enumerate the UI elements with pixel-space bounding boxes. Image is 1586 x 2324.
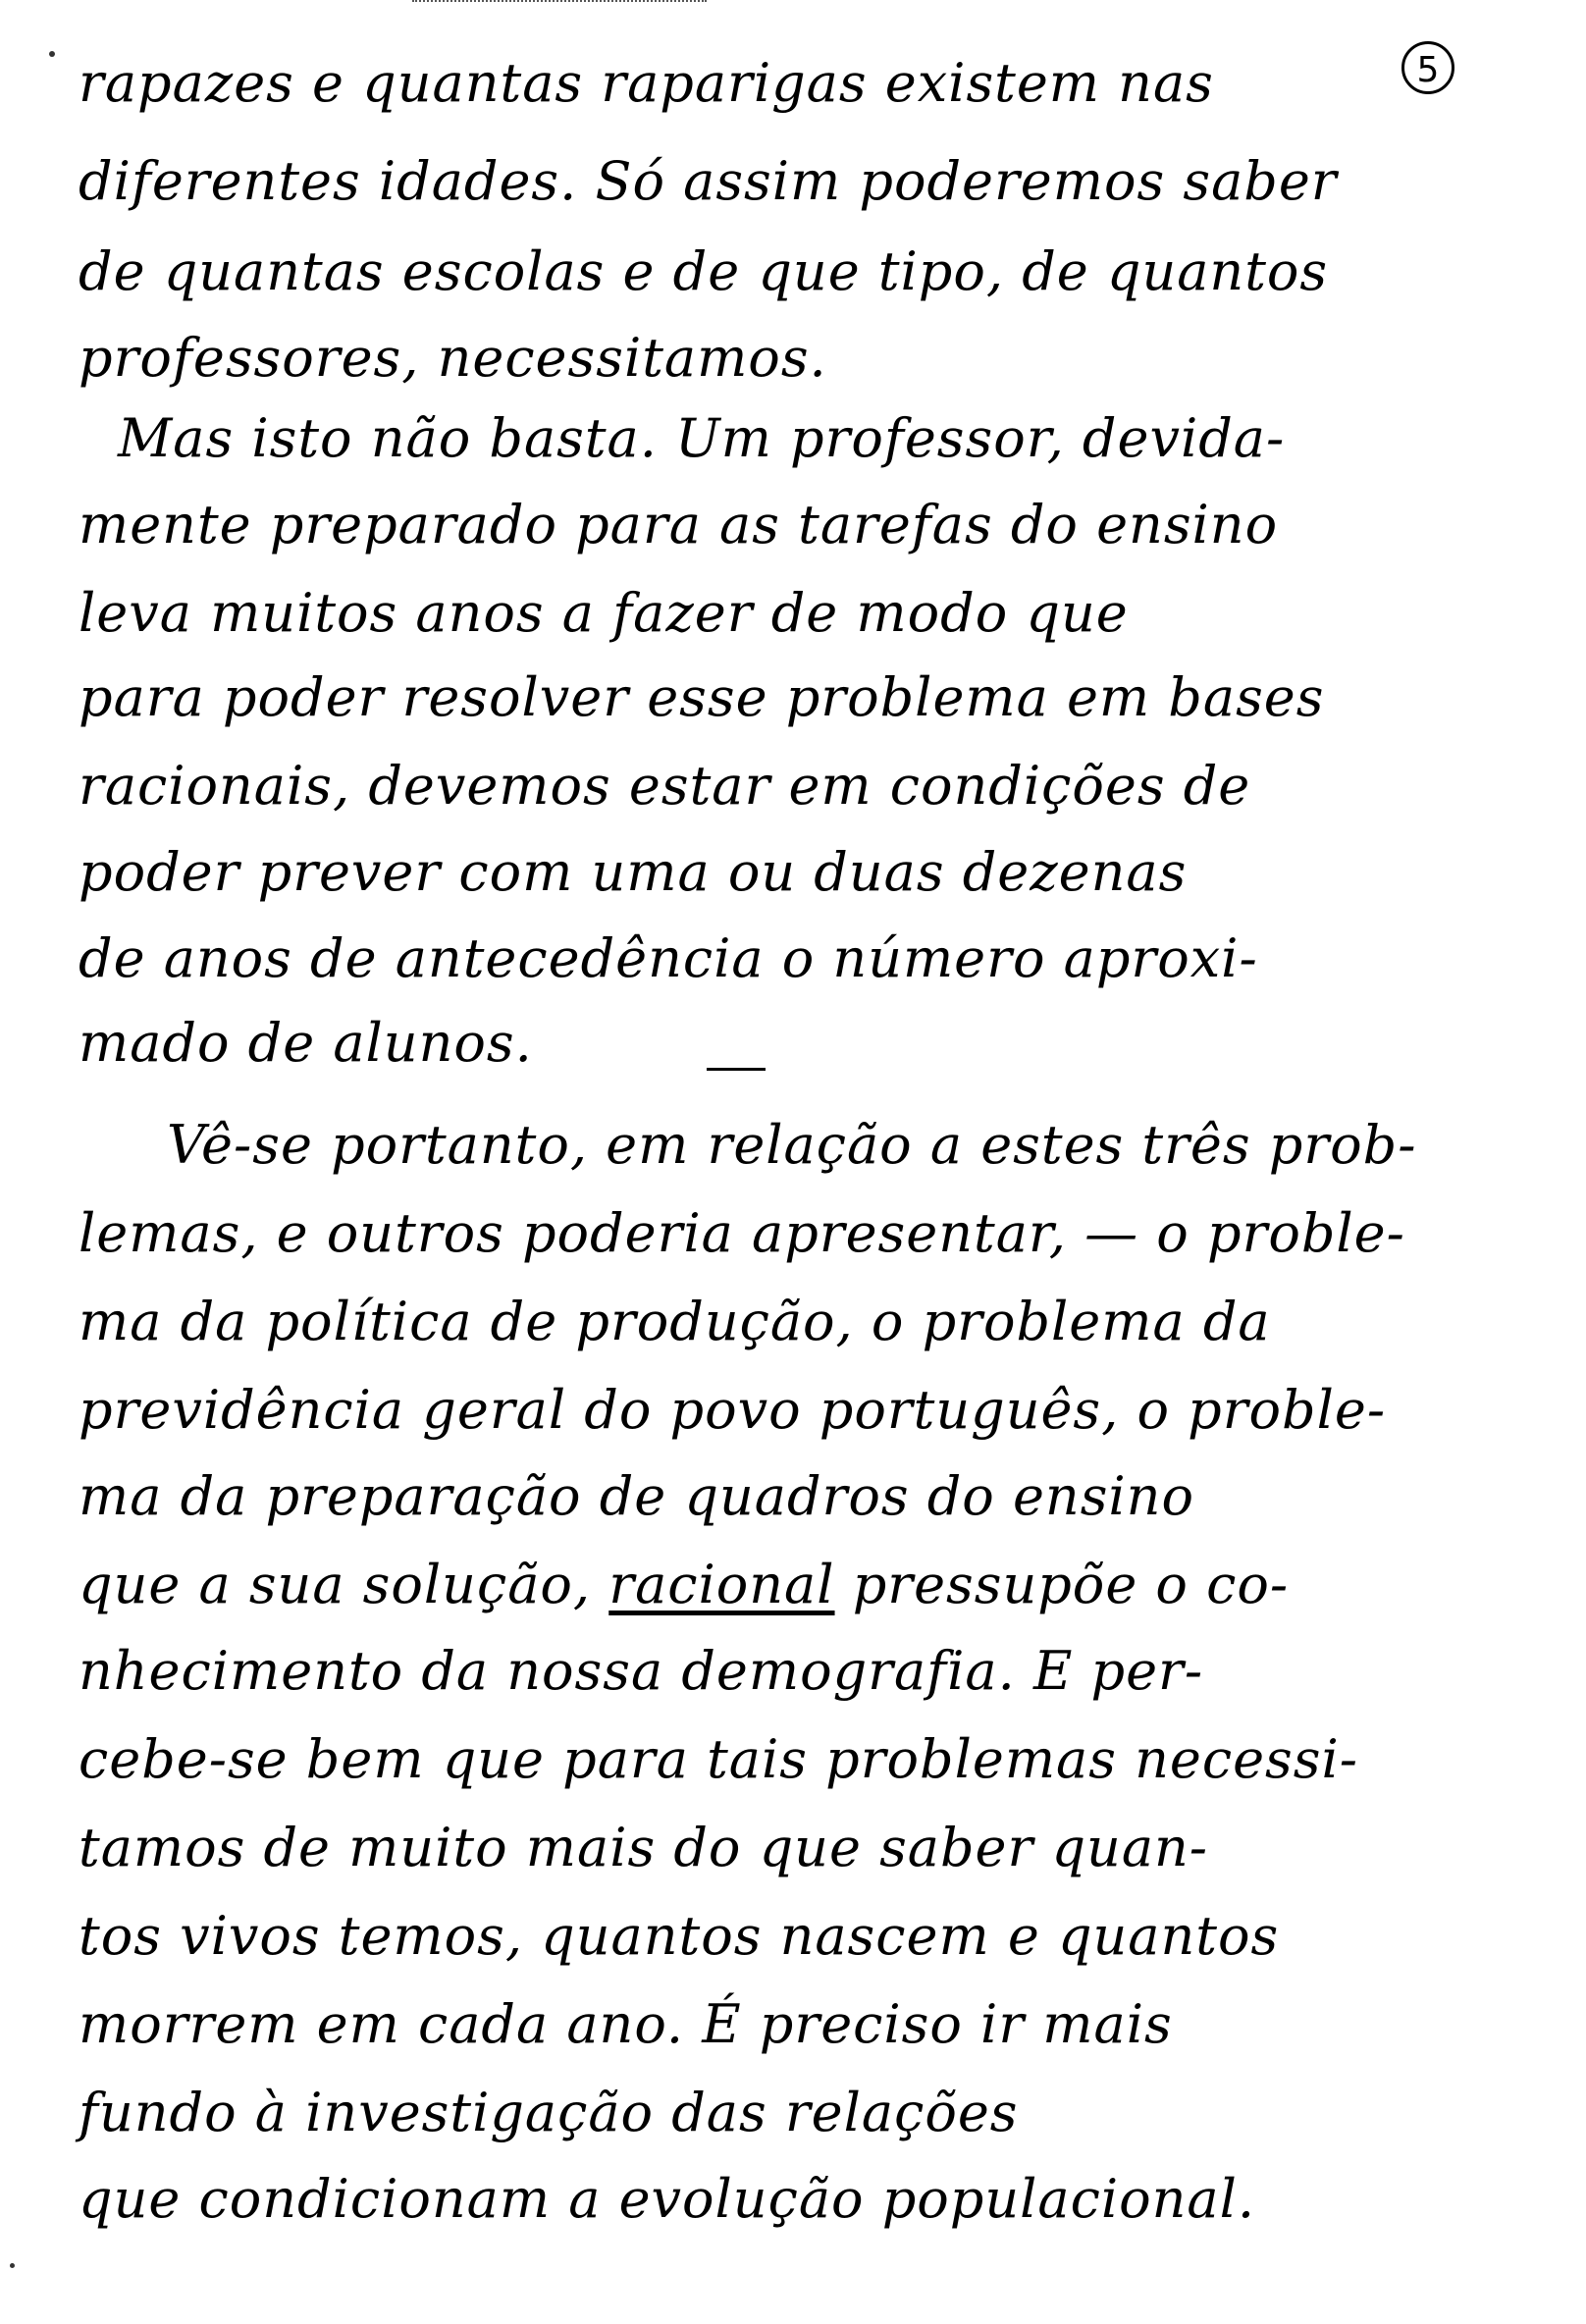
text-line: mado de alunos. xyxy=(79,1012,533,1074)
text-line-with-underline xyxy=(79,1554,1511,1615)
text-line: de anos de antecedência o número aproxi- xyxy=(79,927,1258,989)
text-line: de quantas escolas e de que tipo, de quantos xyxy=(79,240,1329,302)
text-line: mente preparado para as tarefas do ensino xyxy=(79,494,1279,555)
text-line: fundo à investigação das relações xyxy=(79,2082,1019,2143)
text-line: leva muitos anos a fazer de modo que xyxy=(79,582,1129,644)
text-line: Vê-se portanto, em relação a estes três prob- xyxy=(167,1114,1417,1176)
text-line: ma da preparação de quadros do ensino xyxy=(79,1465,1194,1527)
text-line: para poder resolver esse problema em bases xyxy=(79,666,1325,728)
text-line: rapazes e quantas raparigas existem nas xyxy=(79,52,1214,114)
text-line: tamos de muito mais do que saber quan- xyxy=(79,1817,1209,1878)
underlined-word: racional xyxy=(608,1554,835,1615)
text-line: poder prever com uma ou duas dezenas xyxy=(79,841,1188,903)
text-line: Mas isto não basta. Um professor, devida- xyxy=(118,407,1286,469)
top-edge-mark xyxy=(412,0,707,6)
text-fragment: que a sua solução xyxy=(79,1554,573,1615)
text-fragment: pressupõe o co- xyxy=(834,1554,1290,1615)
comma: , xyxy=(572,1554,609,1615)
text-line: que condicionam a evolução populacional. xyxy=(79,2168,1256,2230)
text-line: diferentes idades. Só assim poderemos saber xyxy=(79,150,1338,212)
section-divider xyxy=(707,1068,766,1071)
text-line: racionais, devemos estar em condições de xyxy=(79,755,1251,817)
text-line: professores, necessitamos. xyxy=(79,327,827,389)
text-line: morrem em cada ano. É preciso ir mais xyxy=(79,1993,1173,2055)
text-line: lemas, e outros poderia apresentar, — o proble- xyxy=(79,1202,1405,1264)
text-line: ma da política de produção, o problema da xyxy=(79,1291,1271,1352)
text-line: previdência geral do povo português, o proble- xyxy=(79,1379,1387,1441)
margin-dot-bottom xyxy=(10,2263,15,2268)
page-number: 5 xyxy=(1401,41,1454,94)
margin-dot xyxy=(49,51,55,57)
text-line: nhecimento da nossa demografia. E per- xyxy=(79,1640,1204,1702)
text-line: cebe-se bem que para tais problemas necessi- xyxy=(79,1728,1358,1790)
text-line: tos vivos temos, quantos nascem e quantos xyxy=(79,1905,1280,1967)
